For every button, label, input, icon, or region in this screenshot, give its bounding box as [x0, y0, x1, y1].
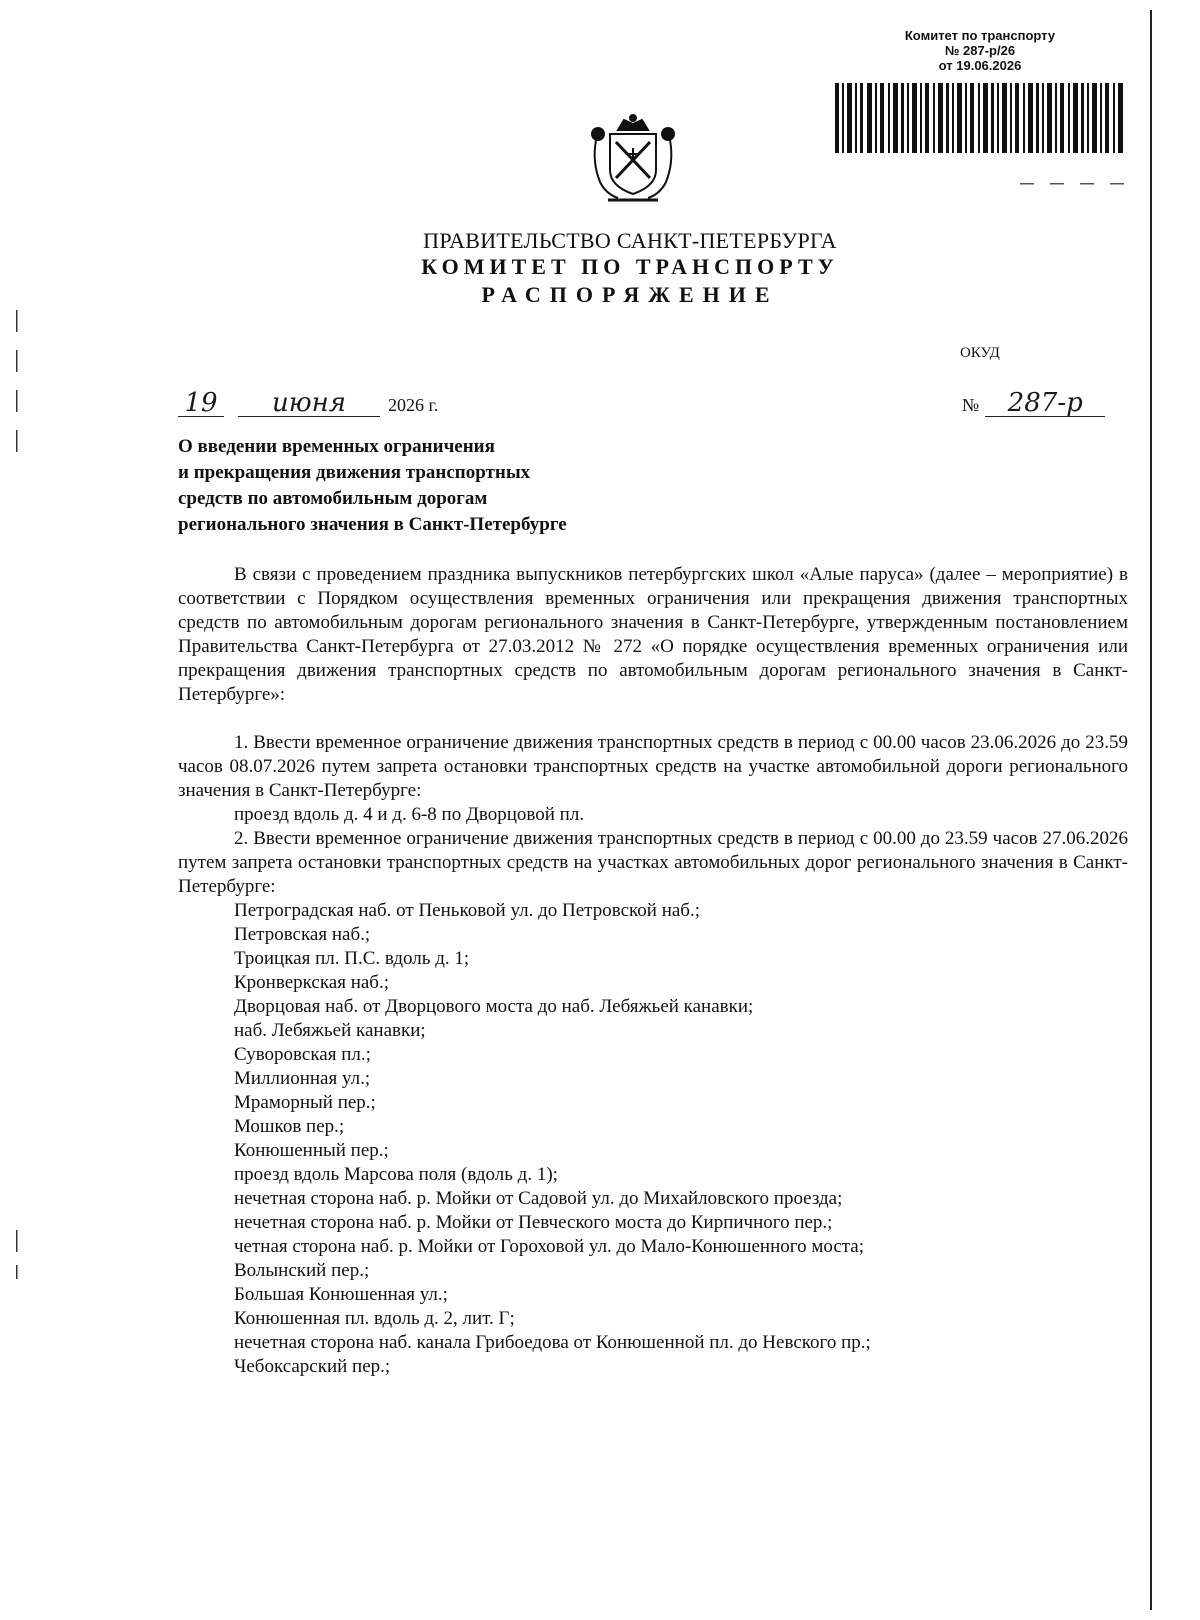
barcode-image [830, 83, 1130, 153]
dash-marks [1020, 182, 1140, 186]
clause-2-item: Петровская наб.; [234, 924, 371, 945]
clause-2-item: наб. Лебяжьей канавки; [234, 1020, 426, 1041]
clause-2-item: Конюшенный пер.; [234, 1140, 389, 1161]
government-title: ПРАВИТЕЛЬСТВО САНКТ-ПЕТЕРБУРГА [423, 228, 837, 253]
document-number [962, 390, 1105, 417]
clause-2-item: Кронверкская наб.; [234, 972, 389, 993]
committee-title: КОМИТЕТ ПО ТРАНСПОРТУ [421, 254, 839, 279]
clause-2-item: Мошков пер.; [234, 1116, 345, 1137]
subject-line: регионального значения в Санкт-Петербурге [178, 514, 567, 535]
preamble-paragraph: В связи с проведением праздника выпускников петербургских школ «Алые паруса» (далее – мероприятие) в соответствии с Порядком осуществления временных ограничения или прекращения движения транспортных средств по автомобильным дорогам регионального значения в Санкт-Петербурге, утвержденным постановлением Правительства Санкт-Петербурга от 27.03.2012 № 272 «О порядке осуществления временных ограничения или прекращения движения транспортных средств по автомобильным дорогам регионального значения в Санкт-Петербурге»: [178, 564, 1128, 705]
clause-2-item: Суворовская пл.; [234, 1044, 371, 1065]
clause-2-item: четная сторона наб. р. Мойки от Гороховой ул. до Мало-Конюшенного моста; [234, 1236, 865, 1257]
clause-2-item: нечетная сторона наб. р. Мойки от Певческого моста до Кирпичного пер.; [234, 1212, 833, 1233]
okud-label: ОКУД [960, 345, 1000, 361]
clause-2-item: Волынский пер.; [234, 1260, 370, 1281]
clause-2-item: Чебоксарский пер.; [234, 1356, 391, 1377]
document-body [178, 563, 1128, 1379]
clause-2-item: проезд вдоль Марсова поля (вдоль д. 1); [234, 1164, 558, 1185]
document-subject [178, 434, 567, 538]
clause-2-list [178, 899, 1128, 1379]
clause-2-item: нечетная сторона наб. р. Мойки от Садовой ул. до Михайловского проезда; [234, 1188, 843, 1209]
number-prefix: № [962, 395, 980, 415]
date-year: 2026 г. [388, 395, 439, 415]
clause-2-item: Дворцовая наб. от Дворцового моста до наб. Лебяжьей канавки; [234, 996, 754, 1017]
clause-2-item: Конюшенная пл. вдоль д. 2, лит. Г; [234, 1308, 515, 1329]
coat-of-arms-emblem [588, 112, 678, 204]
registration-stamp [830, 28, 1130, 73]
scan-edge-line [1150, 10, 1152, 1610]
subject-line: средств по автомобильным дорогам [178, 488, 488, 509]
clause-1-text: 1. Ввести временное ограничение движения транспортных средств в период с 00.00 часов 23.06.2026 до 23.59 часов 08.07.2026 путем запрета остановки транспортных средств на участке автомобильной дороги регионального значения в Санкт-Петербурге: [178, 732, 1128, 801]
clause-1-item: проезд вдоль д. 4 и д. 6-8 по Дворцовой пл. [234, 804, 585, 825]
stamp-line-3: от 19.06.2026 [938, 58, 1022, 73]
subject-line: О введении временных ограничения [178, 436, 495, 457]
clause-2-item: Миллионная ул.; [234, 1068, 371, 1089]
clause-2-item: нечетная сторона наб. канала Грибоедова от Конюшенной пл. до Невского пр.; [234, 1332, 871, 1353]
date-month: июня [238, 390, 380, 417]
document-date [178, 390, 438, 417]
subject-line: и прекращения движения транспортных [178, 462, 531, 483]
clause-2-text: 2. Ввести временное ограничение движения транспортных средств в период с 00.00 до 23.59 часов 27.06.2026 путем запрета остановки транспортных средств на участках автомобильных дорог регионального значения в Санкт-Петербурге: [178, 828, 1128, 897]
stamp-line-1: Комитет по транспорту [904, 28, 1056, 43]
clause-2-item: Петроградская наб. от Пеньковой ул. до Петровской наб.; [234, 900, 700, 921]
date-day: 19 [178, 390, 224, 417]
number-value: 287-р [985, 390, 1105, 417]
clause-2-item: Троицкая пл. П.С. вдоль д. 1; [234, 948, 470, 969]
document-type: РАСПОРЯЖЕНИЕ [481, 282, 779, 307]
clause-2-item: Мраморный пер.; [234, 1092, 376, 1113]
clause-2-item: Большая Конюшенная ул.; [234, 1284, 448, 1305]
scan-margin-marks [12, 310, 22, 1310]
stamp-line-2: № 287-р/26 [944, 43, 1016, 58]
